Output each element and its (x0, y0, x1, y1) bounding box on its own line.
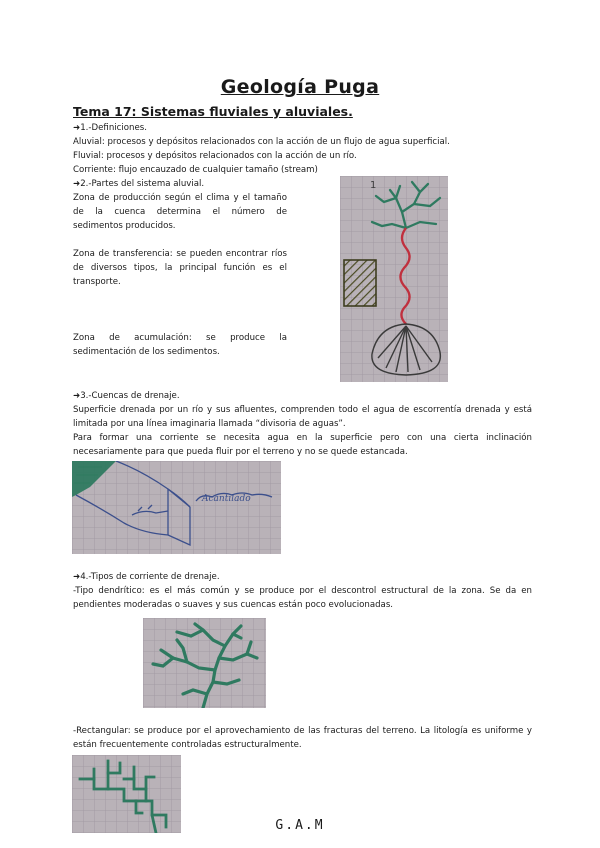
arrow-right-icon: ➜ (73, 391, 81, 401)
cuencas-paragraph-1: Superficie drenada por un río y sus afluentes, comprenden todo el agua de escorrentía drenada y está limitada por una línea imaginaria llamada “divisoria de aguas”. (73, 405, 532, 429)
arrow-right-icon: ➜ (73, 572, 81, 582)
section-3-heading-text: 3.-Cuencas de drenaje. (80, 391, 180, 401)
section-4-heading-text: 4.-Tipos de corriente de drenaje. (80, 572, 220, 582)
section-1-heading-text: 1.-Definiciones. (80, 123, 147, 133)
cuencas-paragraph-2: Para formar una corriente se necesita agua en la superficie pero con una cierta inclinación necesariamente para que pueda fluir por el terreno y no se quede estancada. (73, 433, 532, 457)
dendritico-paragraph: -Tipo dendrítico: es el más común y se produce por el descontrol estructural de la zona. Se da en pendientes moderadas o suaves y sus cuencas están poco evolucionadas. (73, 586, 532, 610)
dendritic-pattern-sketch (143, 618, 266, 708)
definition-corriente: Corriente: flujo encauzado de cualquier tamaño (stream) (73, 165, 318, 175)
dendritic-pattern-drawing (143, 618, 266, 708)
figure-1-number: 1 (370, 180, 377, 191)
page-footer: G.A.M (275, 818, 325, 833)
alluvial-system-sketch (340, 176, 448, 382)
zona-produccion-text: Zona de producción según el clima y el tamaño de la cuenca determina el número de sedimentos producidos. (73, 193, 287, 231)
drainage-basin-drawing (72, 461, 281, 554)
definition-aluvial: Aluvial: procesos y depósitos relacionados con la acción de un flujo de agua superficial. (73, 137, 450, 147)
alluvial-system-drawing (340, 176, 448, 382)
section-3-heading (73, 389, 180, 403)
rectangular-paragraph: -Rectangular: se produce por el aprovechamiento de las fracturas del terreno. La litología es uniforme y están frecuentemente controladas estructuralmente. (73, 726, 532, 750)
acantilado-label: Acantilado (202, 494, 251, 504)
drainage-basin-sketch (72, 461, 281, 554)
section-title: Tema 17: Sistemas fluviales y aluviales. (73, 104, 353, 119)
zona-acumulacion-text: Zona de acumulación: se produce la sedimentación de los sedimentos. (73, 333, 287, 357)
section-4-heading (73, 570, 220, 584)
arrow-right-icon: ➜ (73, 123, 81, 133)
section-2-heading (73, 177, 204, 191)
section-2-heading-text: 2.-Partes del sistema aluvial. (80, 179, 205, 189)
page-title: Geología Puga (220, 76, 380, 98)
arrow-right-icon: ➜ (73, 179, 81, 189)
section-1-heading (73, 121, 147, 135)
hatched-zone (344, 260, 376, 306)
definition-fluvial: Fluvial: procesos y depósitos relacionados con la acción de un río. (73, 151, 357, 161)
zona-transferencia-text: Zona de transferencia: se pueden encontrar ríos de diversos tipos, la principal función es el transporte. (73, 249, 287, 287)
